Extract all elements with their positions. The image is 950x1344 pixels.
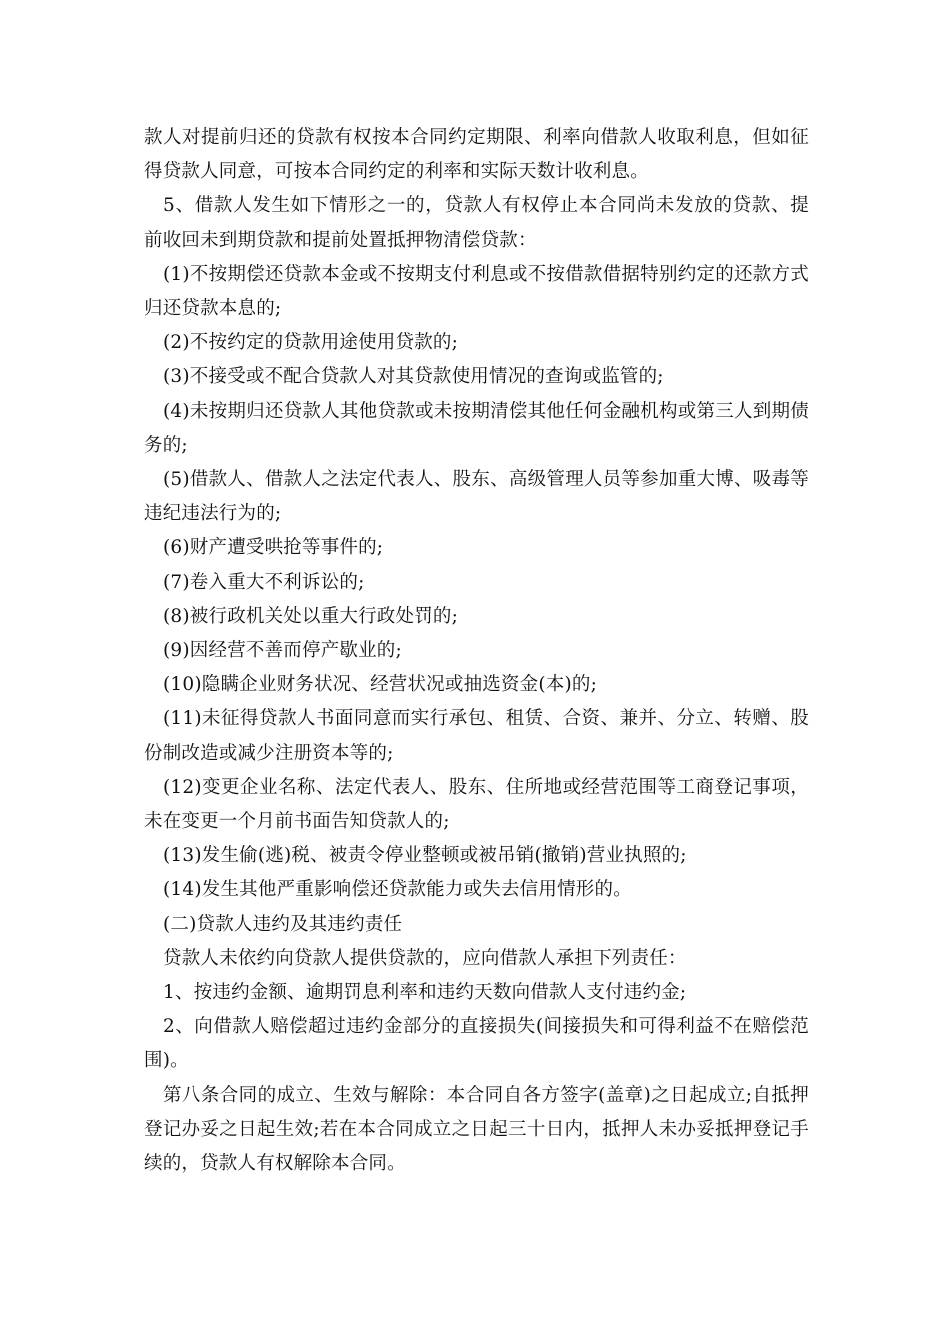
list-item-3: (3)不接受或不配合贷款人对其贷款使用情况的查询或监管的; bbox=[163, 366, 664, 388]
list-item-13: (13)发生偷(逃)税、被责令停业整顿或被吊销(撤销)营业执照的; bbox=[163, 845, 687, 867]
section-heading-lender-breach: (二)贷款人违约及其违约责任 bbox=[163, 913, 403, 935]
liability-item-1: 1、按违约金额、逾期罚息利率和违约天数向借款人支付违约金; bbox=[163, 982, 687, 1004]
list-item-4: (4)未按期归还贷款人其他贷款或未按期清偿其他任何金融机构或第三人到期债务的; bbox=[144, 400, 809, 456]
list-item-6: (6)财产遭受哄抢等事件的; bbox=[163, 537, 384, 559]
list-item-1: (1)不按期偿还贷款本金或不按期支付利息或不按借款借据特别约定的还款方式归还贷款本息的; bbox=[144, 263, 809, 320]
list-item-5: (5)借款人、借款人之法定代表人、股东、高级管理人员等参加重大博、吸毒等违纪违法行为的; bbox=[144, 469, 809, 525]
paragraph-lender-liability: 贷款人未依约向贷款人提供贷款的，应向借款人承担下列责任： bbox=[163, 947, 687, 969]
list-item-12: (12)变更企业名称、法定代表人、股东、住所地或经营范围等工商登记事项，未在变更一个月前书面告知贷款人的; bbox=[144, 776, 809, 833]
document-body bbox=[144, 121, 809, 1181]
list-item-10: (10)隐瞒企业财务状况、经营状况或抽选资金(本)的; bbox=[163, 674, 598, 696]
paragraph-continuation: 款人对提前归还的贷款有权按本合同约定期限、利率向借款人收取利息，但如征得贷款人同意，可按本合同约定的利率和实际天数计收利息。 bbox=[144, 127, 809, 183]
list-item-8: (8)被行政机关处以重大行政处罚的; bbox=[163, 605, 459, 627]
paragraph-clause-5: 5、借款人发生如下情形之一的，贷款人有权停止本合同尚未发放的贷款、提前收回未到期贷款和提前处置抵押物清偿贷款： bbox=[144, 195, 809, 251]
list-item-7: (7)卷入重大不利诉讼的; bbox=[163, 571, 365, 593]
paragraph-article-8: 第八条合同的成立、生效与解除：本合同自各方签字(盖章)之日起成立;自抵押登记办妥之日起生效;若在本合同成立之日起三十日内，抵押人未办妥抵押登记手续的，贷款人有权解除本合同。 bbox=[144, 1084, 809, 1175]
list-item-9: (9)因经营不善而停产歇业的; bbox=[163, 640, 402, 662]
list-item-2: (2)不按约定的贷款用途使用贷款的; bbox=[163, 332, 459, 354]
list-item-11: (11)未征得贷款人书面同意而实行承包、租赁、合资、兼并、分立、转赠、股份制改造或减少注册资本等的; bbox=[144, 708, 809, 764]
liability-item-2: 2、向借款人赔偿超过违约金部分的直接损失(间接损失和可得利益不在赔偿范围)。 bbox=[144, 1016, 809, 1072]
list-item-14: (14)发生其他严重影响偿还贷款能力或失去信用情形的。 bbox=[163, 879, 632, 901]
